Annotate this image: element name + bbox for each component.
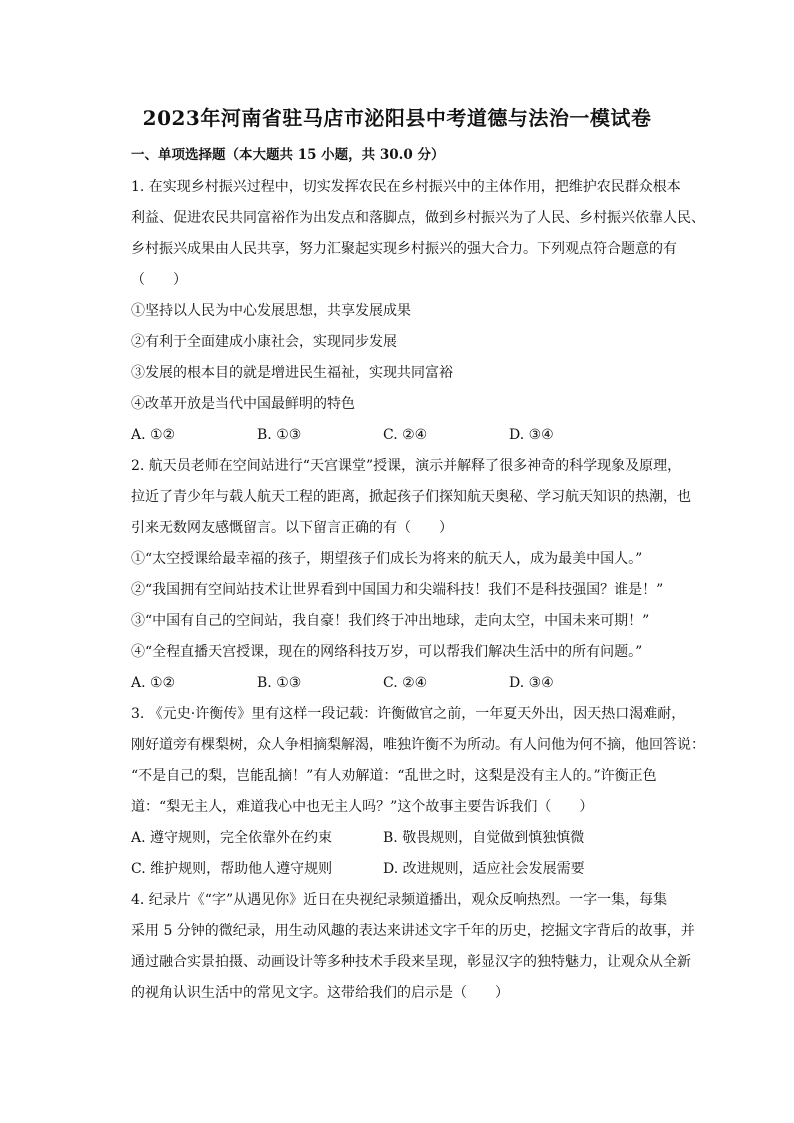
section-heading: 一、单项选择题（本大题共 15 小题，共 30.0 分） — [131, 147, 445, 163]
question-2-options — [131, 668, 687, 699]
question-4 — [131, 885, 695, 1009]
question-4-line-3: 通过融合实景拍摄、动画设计等多种技术手段来呈现，彰显汉字的独特魅力，让观众从全新 — [131, 954, 691, 970]
question-2-line-2: 拉近了青少年与载人航天工程的距离，掀起孩子们探知航天奥秘、学习航天知识的热潮，也 — [131, 489, 691, 505]
question-2-statement-4: ④“全程直播天宫授课，现在的网络科技万岁，可以帮我们解决生活中的所有问题。” — [131, 644, 643, 660]
question-2-statement-3: ③“中国有自己的空间站，我自豪！我们终于冲出地球，走向太空，中国未来可期！” — [131, 613, 650, 629]
option-a: A. ①② — [131, 675, 176, 691]
option-c: C. ②④ — [383, 427, 428, 443]
option-c: C. 维护规则，帮助他人遵守规则 — [131, 861, 333, 877]
question-1-line-3: 乡村振兴成果由人民共享，努力汇聚起实现乡村振兴的强大合力。下列观点符合题意的有 — [131, 241, 677, 257]
option-b: B. 敬畏规则，自觉做到慎独慎微 — [383, 830, 585, 846]
question-2-line-1: 2. 航天员老师在空间站进行“天宫课堂”授课，演示并解释了很多神奇的科学现象及原理， — [131, 458, 682, 474]
option-d: D. ③④ — [509, 675, 554, 691]
page-title: 2023年河南省驻马店市泌阳县中考道德与法治一模试卷 — [142, 106, 652, 130]
question-1-line-1: 1. 在实现乡村振兴过程中，切实发挥农民在乡村振兴中的主体作用，把维护农民群众根本 — [131, 179, 681, 195]
option-d: D. ③④ — [509, 427, 554, 443]
question-1-statement-3: ③发展的根本目的就是增进民生福祉，实现共同富裕 — [131, 365, 453, 381]
option-d: D. 改进规则，适应社会发展需要 — [383, 861, 585, 877]
question-4-line-4: 的视角认识生活中的常见文字。这带给我们的启示是（ ） — [131, 985, 509, 1001]
option-a: A. 遵守规则，完全依靠外在约束 — [131, 830, 333, 846]
question-1-line-4: （ ） — [131, 272, 187, 288]
question-2-statement-2: ②“我国拥有空间站技术让世界看到中国国力和尖端科技！我们不是科技强国？谁是！” — [131, 582, 664, 598]
question-1 — [131, 172, 705, 451]
question-1-statement-1: ①坚持以人民为中心发展思想，共享发展成果 — [131, 303, 411, 319]
question-2-statement-1: ①“太空授课给最幸福的孩子，期望孩子们成长为将来的航天人，成为最美中国人。” — [131, 551, 643, 567]
question-4-line-1: 4. 纪录片《“字”从遇见你》近日在央视纪录频道播出，观众反响热烈。一字一集，每集 — [131, 892, 668, 908]
question-3-options-row-1 — [131, 823, 687, 854]
question-3 — [131, 699, 705, 885]
option-c: C. ②④ — [383, 675, 428, 691]
question-3-line-4: 道：“梨无主人，难道我心中也无主人吗？”这个故事主要告诉我们（ ） — [131, 799, 594, 815]
question-3-line-1: 3. 《元史·许衡传》里有这样一段记载：许衡做官之前，一年夏天外出，因天热口渴难耐， — [131, 706, 686, 722]
question-1-statement-4: ④改革开放是当代中国最鲜明的特色 — [131, 396, 355, 412]
question-2 — [131, 451, 691, 699]
questions-body — [131, 172, 705, 1009]
question-1-statement-2: ②有利于全面建成小康社会，实现同步发展 — [131, 334, 397, 350]
option-b: B. ①③ — [257, 427, 302, 443]
option-b: B. ①③ — [257, 675, 302, 691]
question-4-line-2: 采用 5 分钟的微纪录，用生动风趣的表达来讲述文字千年的历史，挖掘文字背后的故事，并 — [131, 923, 695, 939]
question-3-line-2: 刚好道旁有棵梨树，众人争相摘梨解渴，唯独许衡不为所动。有人问他为何不摘，他回答说： — [131, 737, 705, 753]
question-3-options-row-2 — [131, 854, 687, 885]
question-3-line-3: “不是自己的梨，岂能乱摘！”有人劝解道：“乱世之时，这梨是没有主人的。”许衡正色 — [131, 768, 657, 784]
question-1-line-2: 利益、促进农民共同富裕作为出发点和落脚点，做到乡村振兴为了人民、乡村振兴依靠人民、 — [131, 210, 705, 226]
question-1-options — [131, 420, 687, 451]
question-2-line-3: 引来无数网友感慨留言。以下留言正确的有（ ） — [131, 520, 453, 536]
option-a: A. ①② — [131, 427, 176, 443]
